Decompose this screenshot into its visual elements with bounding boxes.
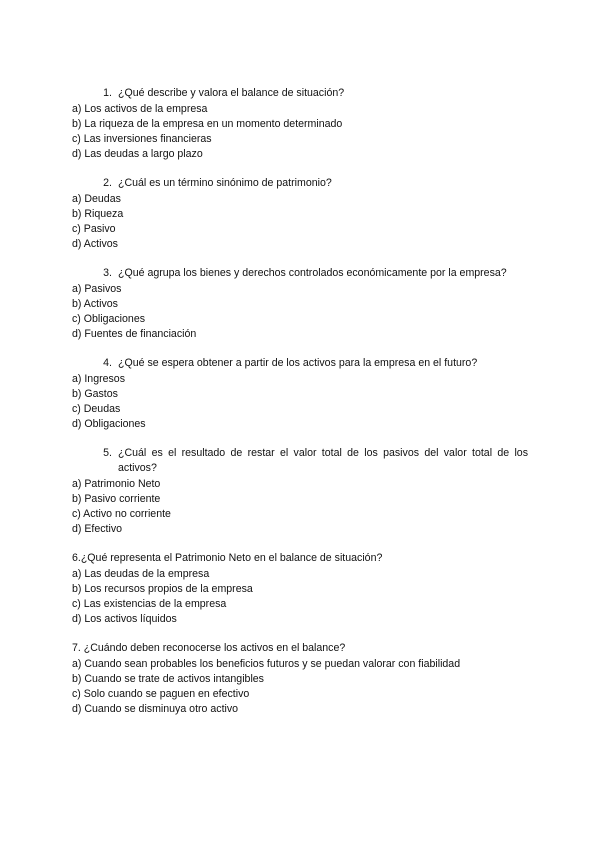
option-c: c) Activo no corriente bbox=[72, 508, 171, 520]
option-a: a) Deudas bbox=[72, 193, 121, 205]
option-a: a) Pasivos bbox=[72, 283, 122, 295]
option-c: c) Obligaciones bbox=[72, 313, 146, 325]
question-7 bbox=[72, 641, 528, 717]
question-text: ¿Qué se espera obtener a partir de los activos para la empresa en el futuro? bbox=[118, 357, 478, 369]
option-d: d) Cuando se disminuya otro activo bbox=[72, 703, 239, 715]
question-number: 1. bbox=[103, 87, 112, 99]
question-heading bbox=[72, 356, 528, 371]
option-b: b) Los recursos propios de la empresa bbox=[72, 583, 253, 595]
option-d: d) Los activos líquidos bbox=[72, 613, 177, 625]
option-d: d) Efectivo bbox=[72, 523, 123, 535]
question-1 bbox=[72, 86, 528, 162]
question-2 bbox=[72, 176, 528, 252]
option-b: b) Gastos bbox=[72, 388, 118, 400]
question-number: 2. bbox=[103, 177, 112, 189]
question-text: ¿Qué describe y valora el balance de situación? bbox=[118, 87, 345, 99]
option-b: b) Cuando se trate de activos intangibles bbox=[72, 673, 264, 685]
question-4 bbox=[72, 356, 528, 432]
option-c: c) Las inversiones financieras bbox=[72, 133, 212, 145]
option-a: a) Las deudas de la empresa bbox=[72, 568, 210, 580]
option-c: c) Pasivo bbox=[72, 223, 116, 235]
option-c: c) Deudas bbox=[72, 403, 121, 415]
option-b: b) Pasivo corriente bbox=[72, 493, 161, 505]
question-number: 3. bbox=[103, 267, 112, 279]
option-a: a) Ingresos bbox=[72, 373, 125, 385]
question-text: ¿Qué agrupa los bienes y derechos controlados económicamente por la empresa? bbox=[118, 267, 507, 279]
option-d: d) Obligaciones bbox=[72, 418, 146, 430]
option-d: d) Activos bbox=[72, 238, 118, 250]
question-number: 5. bbox=[103, 447, 112, 459]
option-c: c) Solo cuando se paguen en efectivo bbox=[72, 688, 250, 700]
question-6 bbox=[72, 551, 528, 627]
question-heading bbox=[72, 86, 528, 101]
question-heading: 7. ¿Cuándo deben reconocerse los activos en el balance? bbox=[72, 642, 346, 654]
question-heading: 6.¿Qué representa el Patrimonio Neto en el balance de situación? bbox=[72, 552, 383, 564]
question-text: ¿Cuál es el resultado de restar el valor total de los pasivos del valor total de los activos? bbox=[118, 447, 528, 474]
question-heading bbox=[72, 266, 528, 281]
question-number: 4. bbox=[103, 357, 112, 369]
option-b: b) Activos bbox=[72, 298, 118, 310]
option-b: b) La riqueza de la empresa en un momento determinado bbox=[72, 118, 343, 130]
quiz-page bbox=[72, 86, 528, 731]
option-a: a) Patrimonio Neto bbox=[72, 478, 161, 490]
question-heading bbox=[72, 446, 528, 476]
question-text: ¿Cuál es un término sinónimo de patrimonio? bbox=[118, 177, 332, 189]
option-a: a) Cuando sean probables los beneficios futuros y se puedan valorar con fiabilidad bbox=[72, 658, 461, 670]
question-3 bbox=[72, 266, 528, 342]
option-c: c) Las existencias de la empresa bbox=[72, 598, 227, 610]
option-d: d) Fuentes de financiación bbox=[72, 328, 197, 340]
question-5 bbox=[72, 446, 528, 537]
question-heading bbox=[72, 176, 528, 191]
option-b: b) Riqueza bbox=[72, 208, 124, 220]
option-a: a) Los activos de la empresa bbox=[72, 103, 208, 115]
option-d: d) Las deudas a largo plazo bbox=[72, 148, 203, 160]
